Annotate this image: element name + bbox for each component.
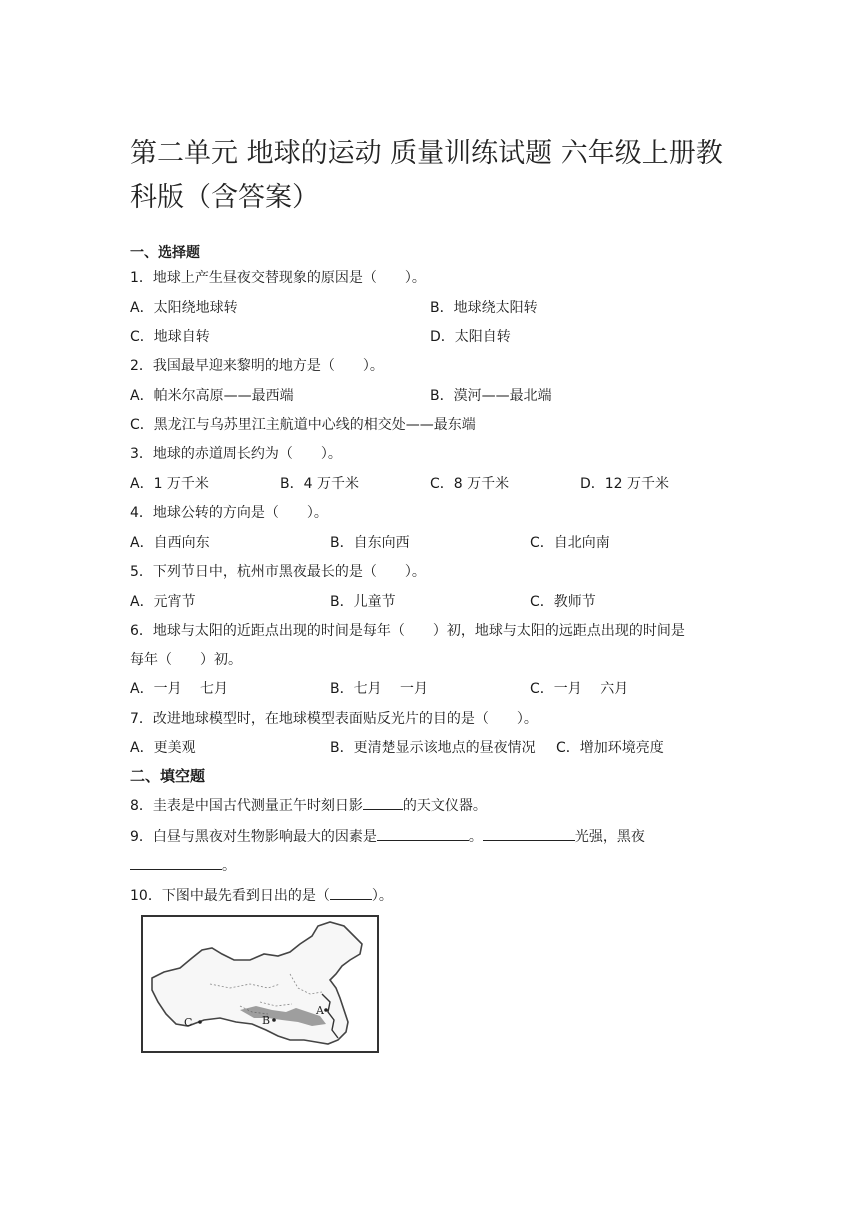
question-9-text-after: 光强，黑夜 bbox=[574, 829, 645, 845]
question-9-blank-3[interactable] bbox=[130, 855, 222, 870]
question-9-text-mid: 。 bbox=[468, 829, 483, 845]
question-1-option-c: C．地球自转 bbox=[130, 329, 210, 345]
question-3-option-b: B．4 万千米 bbox=[280, 476, 359, 492]
point-b-marker bbox=[272, 1018, 276, 1022]
question-3-option-a: A．1 万千米 bbox=[130, 476, 209, 492]
question-10-text-before: 10．下图中最先看到日出的是（ bbox=[130, 888, 330, 904]
question-6-stem-line-1: 6．地球与太阳的近距点出现的时间是每年（ ）初，地球与太阳的远距点出现的时间是 bbox=[130, 623, 685, 639]
question-2-option-b: B．漠河——最北端 bbox=[430, 388, 552, 404]
question-6-option-c: C．一月 六月 bbox=[530, 681, 629, 697]
china-map-figure bbox=[140, 914, 380, 1054]
question-2-stem: 2．我国最早迎来黎明的地方是（ ）。 bbox=[130, 358, 384, 374]
question-3-stem: 3．地球的赤道周长约为（ ）。 bbox=[130, 446, 342, 462]
question-2-option-c: C．黑龙江与乌苏里江主航道中心线的相交处——最东端 bbox=[130, 417, 476, 433]
question-8 bbox=[130, 795, 487, 815]
question-10-blank[interactable] bbox=[330, 885, 372, 900]
question-8-text-after: 的天文仪器。 bbox=[402, 798, 487, 814]
title-line-2: 科版（含答案） bbox=[130, 182, 319, 213]
question-1-stem: 1．地球上产生昼夜交替现象的原因是（ ）。 bbox=[130, 270, 426, 286]
question-5-option-c: C．教师节 bbox=[530, 594, 596, 610]
question-4-option-c: C．自北向南 bbox=[530, 535, 610, 551]
question-10 bbox=[130, 885, 393, 905]
question-7-option-b: B．更清楚显示该地点的昼夜情况 bbox=[330, 740, 536, 756]
map-label-c: C bbox=[184, 1016, 193, 1029]
question-3-option-d: D．12 万千米 bbox=[580, 476, 670, 492]
question-5-stem: 5．下列节日中，杭州市黑夜最长的是（ ）。 bbox=[130, 564, 426, 580]
question-7-option-c: C．增加环境亮度 bbox=[556, 740, 664, 756]
question-9-line-1 bbox=[130, 826, 645, 846]
question-5-option-b: B．儿童节 bbox=[330, 594, 396, 610]
question-2-option-a: A．帕米尔高原——最西端 bbox=[130, 388, 294, 404]
question-1-option-b: B．地球绕太阳转 bbox=[430, 300, 538, 316]
question-5-option-a: A．元宵节 bbox=[130, 594, 196, 610]
point-c-marker bbox=[198, 1020, 202, 1024]
question-6-stem-line-2: 每年（ ）初。 bbox=[130, 652, 242, 668]
question-4-stem: 4．地球公转的方向是（ ）。 bbox=[130, 505, 328, 521]
page-title bbox=[130, 132, 750, 220]
question-9-text-end: 。 bbox=[222, 858, 236, 874]
question-9-blank-1[interactable] bbox=[377, 826, 469, 841]
section-heading-fill-in: 二、填空题 bbox=[130, 767, 206, 785]
title-line-1: 第二单元 地球的运动 质量训练试题 六年级上册教 bbox=[130, 138, 723, 169]
question-8-blank[interactable] bbox=[363, 795, 403, 810]
question-7-option-a: A．更美观 bbox=[130, 740, 196, 756]
question-4-option-a: A．自西向东 bbox=[130, 535, 210, 551]
question-1-option-a: A．太阳绕地球转 bbox=[130, 300, 238, 316]
question-3-option-c: C．8 万千米 bbox=[430, 476, 510, 492]
question-4-option-b: B．自东向西 bbox=[330, 535, 410, 551]
question-9-line-2 bbox=[130, 855, 236, 875]
question-6-option-b: B．七月 一月 bbox=[330, 681, 429, 697]
question-9-text-before: 9．白昼与黑夜对生物影响最大的因素是 bbox=[130, 829, 377, 845]
question-6-option-a: A．一月 七月 bbox=[130, 681, 229, 697]
question-10-text-after: ）。 bbox=[371, 888, 393, 904]
section-heading-choice: 一、选择题 bbox=[130, 245, 200, 261]
question-9-blank-2[interactable] bbox=[483, 826, 575, 841]
question-8-text-before: 8．圭表是中国古代测量正午时刻日影 bbox=[130, 798, 363, 814]
map-label-a: A bbox=[316, 1004, 324, 1017]
point-a-marker bbox=[324, 1008, 328, 1012]
question-7-stem: 7．改进地球模型时，在地球模型表面贴反光片的目的是（ ）。 bbox=[130, 711, 538, 727]
question-1-option-d: D．太阳自转 bbox=[430, 329, 511, 345]
map-label-b: B bbox=[262, 1014, 271, 1027]
